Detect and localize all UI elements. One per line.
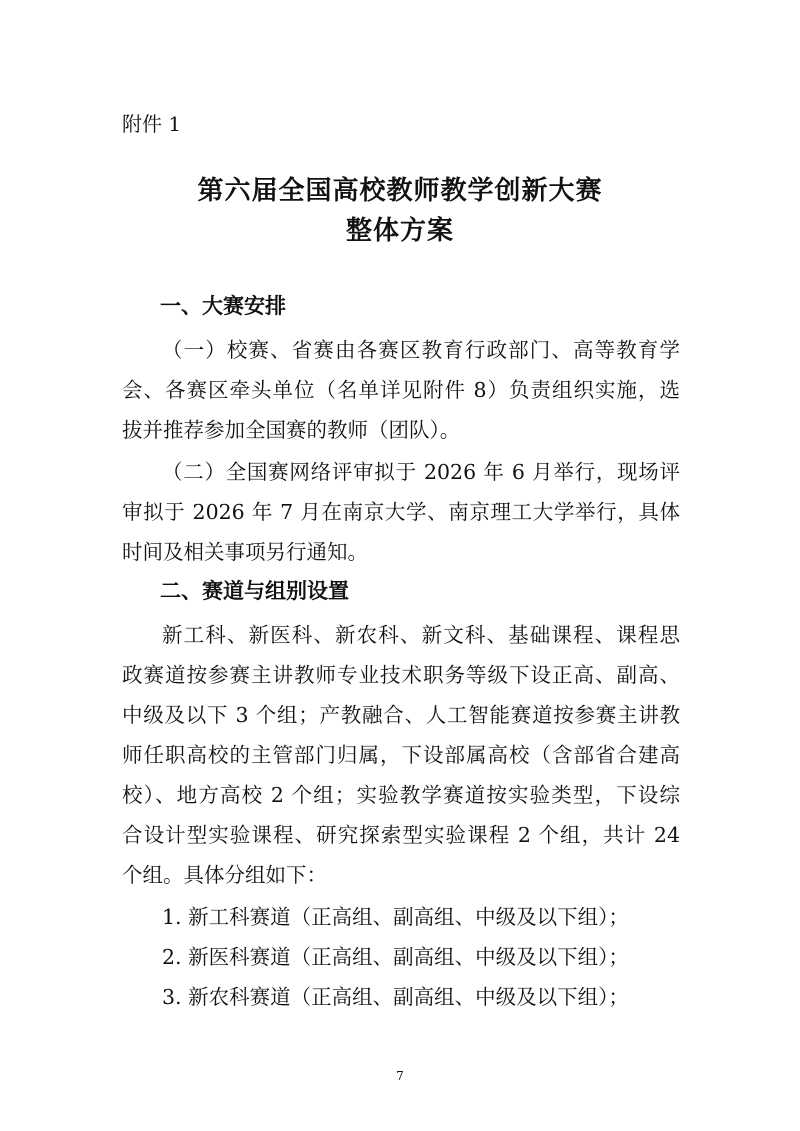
list-item: 2. 新医科赛道（正高组、副高组、中级及以下组）； <box>162 945 629 969</box>
paragraph-line: 拔并推荐参加全国赛的教师（团队）。 <box>122 418 461 442</box>
paragraph-line: 校）、地方高校 2 个组；实验教学赛道按实验类型，下设综 <box>122 783 680 807</box>
page-number: 7 <box>396 1069 404 1083</box>
paragraph-line: （二）全国赛网络评审拟于 2026 年 6 月举行，现场评 <box>162 460 680 484</box>
paragraph-line: （一）校赛、省赛由各赛区教育行政部门、高等教育学 <box>162 338 680 362</box>
section-heading-1: 一、大赛安排 <box>160 294 286 318</box>
paragraph-line: 合设计型实验课程、研究探索型实验课程 2 个组，共计 24 <box>122 823 680 847</box>
list-item: 1. 新工科赛道（正高组、副高组、中级及以下组）； <box>162 905 629 929</box>
paragraph-line: 会、各赛区牵头单位（名单详见附件 8）负责组织实施，选 <box>122 378 680 402</box>
paragraph-line: 新工科、新医科、新农科、新文科、基础课程、课程思 <box>162 623 680 647</box>
document-subtitle: 整体方案 <box>345 216 454 246</box>
paragraph-line: 个组。具体分组如下： <box>122 863 327 887</box>
paragraph-line: 时间及相关事项另行通知。 <box>122 540 368 564</box>
paragraph-line: 审拟于 2026 年 7 月在南京大学、南京理工大学举行，具体 <box>122 500 680 524</box>
paragraph-line: 政赛道按参赛主讲教师专业技术职务等级下设正高、副高、 <box>122 663 680 687</box>
attachment-label: 附件 1 <box>122 112 182 136</box>
paragraph-line: 中级及以下 3 个组；产教融合、人工智能赛道按参赛主讲教 <box>122 703 680 727</box>
document-title: 第六届全国高校教师教学创新大赛 <box>197 176 603 206</box>
section-heading-2: 二、赛道与组别设置 <box>160 579 349 603</box>
list-item: 3. 新农科赛道（正高组、副高组、中级及以下组）； <box>162 985 629 1009</box>
paragraph-line: 师任职高校的主管部门归属，下设部属高校（含部省合建高 <box>122 743 680 767</box>
